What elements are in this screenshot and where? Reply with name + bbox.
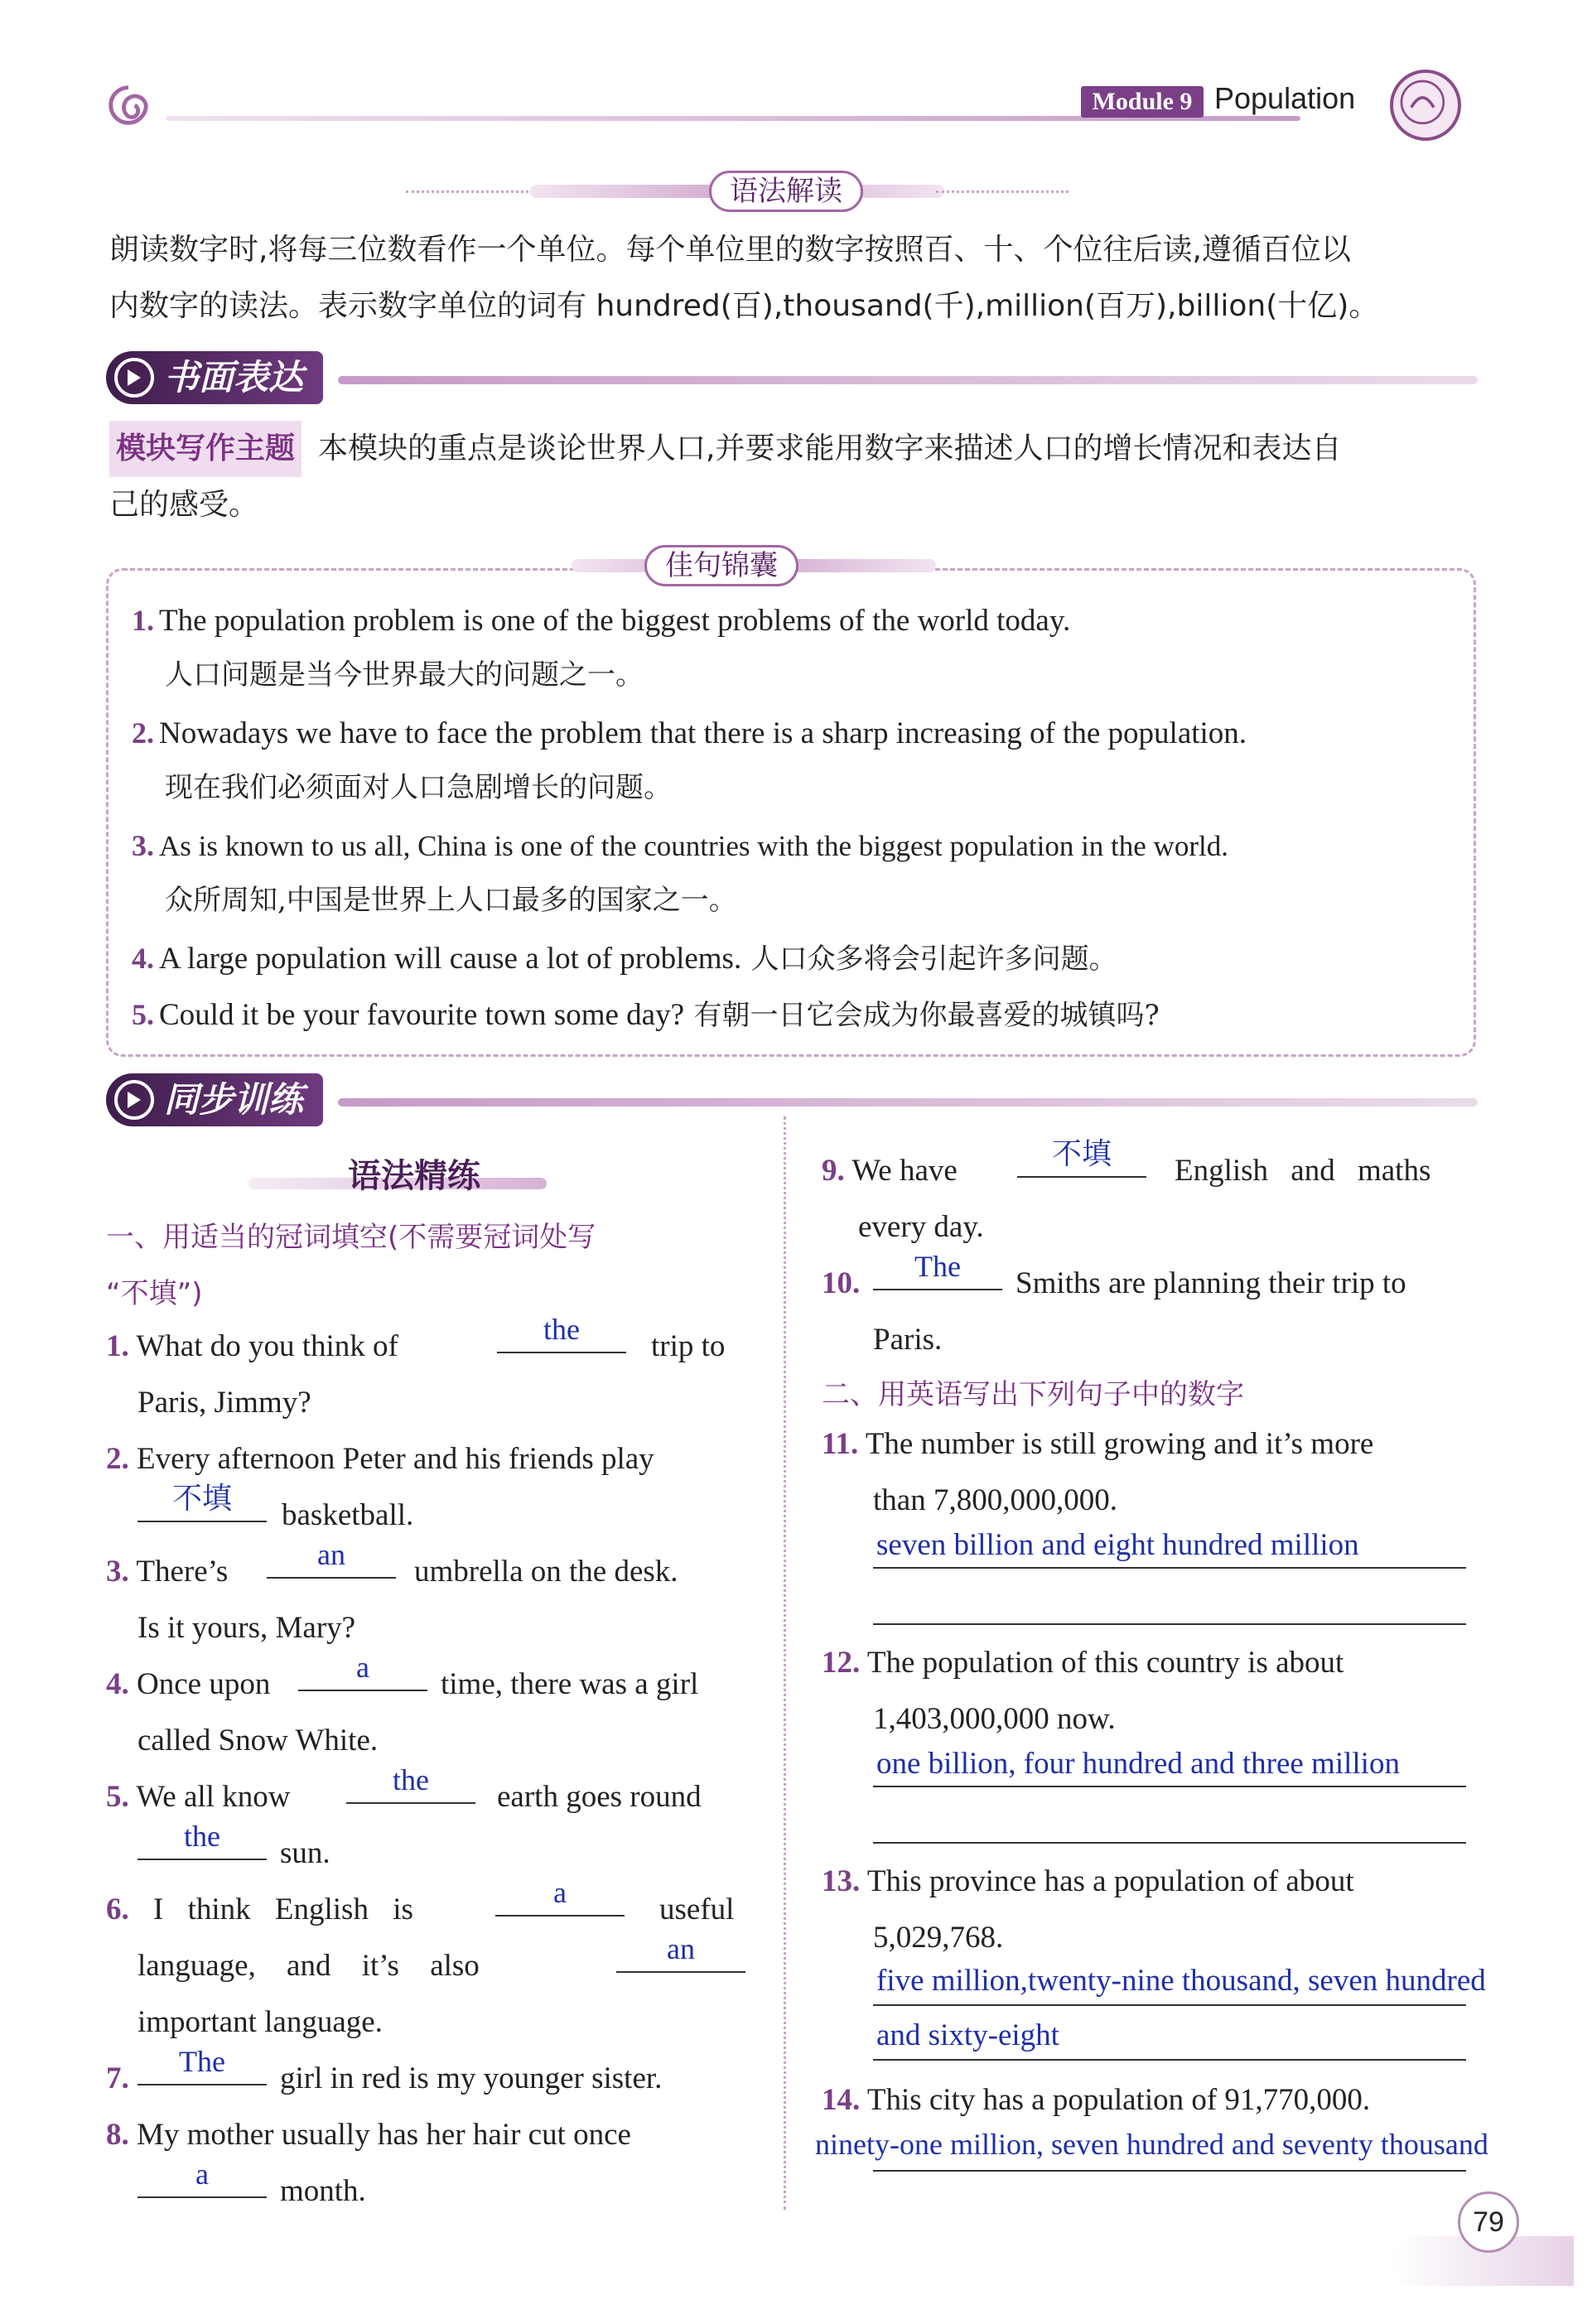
q6-blank-2[interactable]: an	[616, 1936, 745, 1973]
publisher-seal-icon	[1390, 70, 1461, 141]
sentence-1-en: 1. The population problem is one of the biggest problems of the world today.	[132, 604, 1071, 638]
q5-blank-2[interactable]: the	[137, 1824, 267, 1860]
q6-line-d: important language.	[137, 2005, 383, 2039]
play-icon	[114, 358, 154, 398]
page-header	[99, 68, 1474, 134]
module-badge: Module 9	[1081, 86, 1204, 118]
q14-answer-line	[873, 2170, 1466, 2172]
q11-answer[interactable]: seven billion and eight hundred million	[876, 1528, 1359, 1562]
q8-line: 8. My mother usually has her hair cut once	[106, 2118, 631, 2152]
q7-num: 7.	[106, 2061, 129, 2095]
q5-line: 5. We all know	[106, 1780, 291, 1814]
practice-banner	[106, 1073, 1478, 1126]
q2-line: 2. Every afternoon Peter and his friends play	[106, 1442, 654, 1476]
q1-line-c: Paris, Jimmy?	[137, 1386, 311, 1420]
q8-line-b: month.	[280, 2174, 366, 2208]
part1-title-line-2: “不填”)	[106, 1277, 203, 1310]
sentence-1-zh: 人口问题是当今世界最大的问题之一。	[165, 658, 644, 692]
q13-line: 13. This province has a population of about	[822, 1864, 1354, 1898]
sentence-5: 5. Could it be your favourite town some day? 有朝一日它会成为你最喜爱的城镇吗?	[132, 998, 1160, 1032]
q2-line-b: basketball.	[282, 1498, 414, 1532]
grammar-text-line-1: 朗读数字时,将每三位数看作一个单位。每个单位里的数字按照百、十、个位往后读,遵循百位以	[109, 233, 1351, 267]
writing-topic-line-2: 己的感受。	[109, 488, 259, 522]
q8-blank[interactable]: a	[137, 2162, 267, 2198]
q6-blank-1[interactable]: a	[495, 1880, 625, 1917]
q12-line-b: 1,403,000,000 now.	[873, 1702, 1116, 1736]
q2-blank[interactable]: 不填	[137, 1486, 267, 1522]
q6-line-c: language, and it’s also	[137, 1949, 480, 1983]
sentences-box	[106, 568, 1476, 1057]
q13-answer-2[interactable]: and sixty-eight	[876, 2018, 1059, 2052]
column-divider	[784, 1116, 786, 2210]
module-title: Population	[1214, 81, 1356, 115]
q10-line-c: Paris.	[873, 1323, 943, 1357]
q11-line-b: than 7,800,000,000.	[873, 1483, 1117, 1517]
sentence-3-zh: 众所周知,中国是世界上人口最多的国家之一。	[165, 884, 737, 917]
q12-answer-line-1	[873, 1786, 1466, 1787]
q12-answer-line-2	[873, 1842, 1466, 1844]
sentences-pill: 佳句锦囊	[644, 545, 798, 586]
q11-answer-line-1	[873, 1567, 1466, 1569]
q13-answer-line-2	[873, 2059, 1466, 2061]
practice-banner-title: 同步训练	[106, 1073, 323, 1126]
q10-line-b: Smiths are planning their trip to	[1016, 1266, 1406, 1300]
q11-line: 11. The number is still growing and it’s more	[822, 1427, 1374, 1461]
q1-line: 1. What do you think of	[106, 1329, 398, 1363]
play-icon	[114, 1080, 154, 1120]
q13-line-b: 5,029,768.	[873, 1921, 1004, 1955]
q10-blank[interactable]: The	[873, 1254, 1002, 1290]
q11-answer-line-2	[873, 1623, 1466, 1625]
q6-line-b: useful	[659, 1892, 735, 1926]
sentence-3-en: 3. As is known to us all, China is one of the countries with the biggest population in the world.	[132, 829, 1228, 862]
writing-topic-tag: 模块写作主题	[109, 421, 302, 477]
q12-answer[interactable]: one billion, four hundred and three million	[876, 1747, 1400, 1781]
q6-line: 6. I think English is	[106, 1892, 413, 1926]
q4-blank[interactable]: a	[298, 1655, 427, 1691]
grammar-pill-row	[406, 171, 1069, 212]
q9-line: 9. We have	[822, 1154, 958, 1188]
sentence-4: 4. A large population will cause a lot of problems. 人口众多将会引起许多问题。	[132, 942, 1117, 976]
grammar-pill: 语法解读	[709, 171, 863, 212]
q4-line: 4. Once upon	[106, 1667, 271, 1701]
q5-line-b: earth goes round	[497, 1780, 702, 1814]
q13-answer-line-1	[873, 2004, 1466, 2006]
part1-title-line-1: 一、用适当的冠词填空(不需要冠词处写	[106, 1221, 596, 1254]
q13-answer-1[interactable]: five million,twenty-nine thousand, seven hundred	[876, 1964, 1486, 1998]
grammar-text-line-2: 内数字的读法。表示数字单位的词有 hundred(百),thousand(千),million(百万),billion(十亿)。	[109, 289, 1379, 323]
q5-line-c: sun.	[280, 1836, 330, 1870]
q7-line-b: girl in red is my younger sister.	[280, 2061, 663, 2095]
q14-answer[interactable]: ninety-one million, seven hundred and seventy thousand	[815, 2128, 1488, 2161]
q10-num: 10.	[822, 1266, 861, 1300]
q9-blank[interactable]: 不填	[1017, 1141, 1146, 1178]
q3-line-b: umbrella on the desk.	[414, 1555, 678, 1589]
sentence-2-zh: 现在我们必须面对人口急剧增长的问题。	[165, 771, 672, 804]
page-number: 79	[1458, 2191, 1519, 2253]
q4-line-c: called Snow White.	[137, 1724, 379, 1757]
q3-line: 3. There’s	[106, 1555, 229, 1589]
q4-line-b: time, there was a girl	[441, 1667, 699, 1701]
writing-topic-line-1: 模块写作主题 本模块的重点是谈论世界人口,并要求能用数字来描述人口的增长情况和表达自	[109, 421, 1501, 477]
q12-line: 12. The population of this country is about	[822, 1646, 1344, 1680]
part2-title: 二、用英语写出下列句子中的数字	[822, 1378, 1244, 1411]
sentences-pill-row	[547, 545, 961, 586]
q7-blank[interactable]: The	[137, 2049, 267, 2085]
sentence-2-en: 2. Nowadays we have to face the problem that there is a sharp increasing of the population.	[132, 716, 1247, 750]
q1-line-b: trip to	[651, 1329, 726, 1363]
writing-banner-title: 书面表达	[106, 351, 323, 404]
writing-banner	[106, 351, 1478, 404]
q9-line-b: English and maths	[1175, 1154, 1431, 1188]
q3-line-c: Is it yours, Mary?	[137, 1611, 356, 1645]
q3-blank[interactable]: an	[267, 1542, 396, 1579]
q9-line-c: every day.	[858, 1210, 984, 1244]
q14-line: 14. This city has a population of 91,770,000.	[822, 2083, 1371, 2117]
q5-blank-1[interactable]: the	[346, 1767, 475, 1804]
swirl-icon	[104, 81, 152, 129]
q1-blank[interactable]: the	[497, 1317, 626, 1353]
